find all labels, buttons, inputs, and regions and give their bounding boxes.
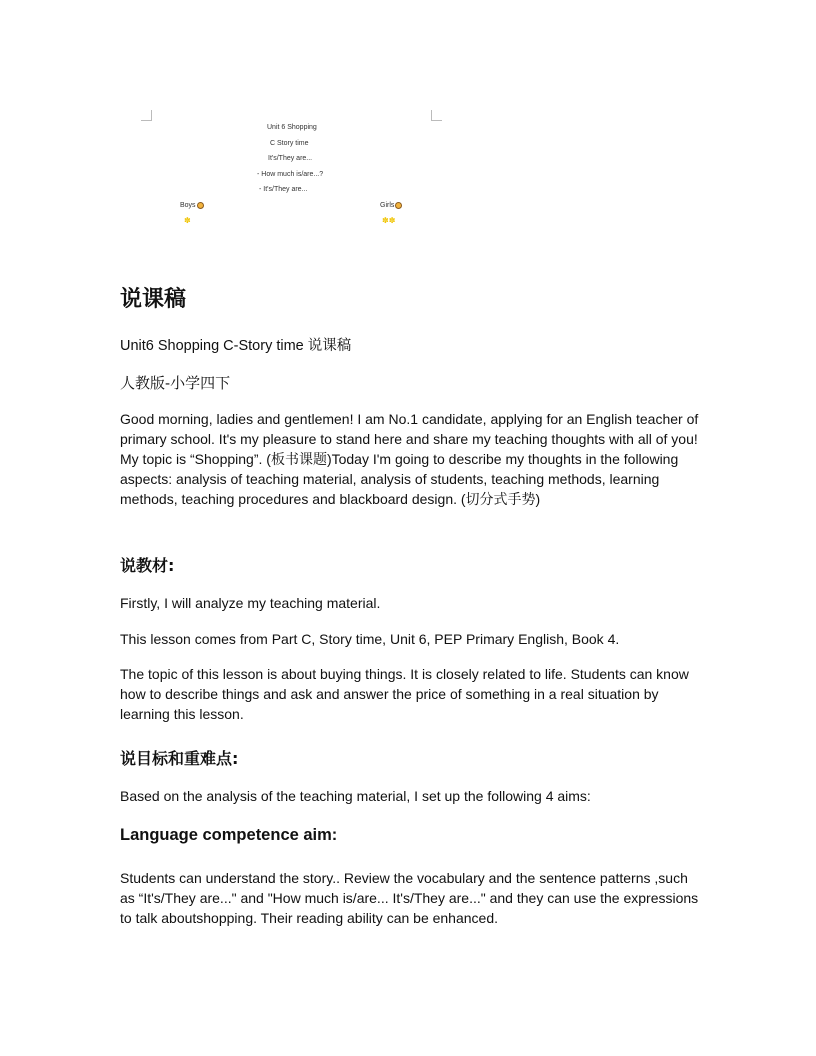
boy-face-icon — [197, 202, 204, 209]
material-heading: 说教材: — [120, 556, 175, 575]
team-girls — [380, 202, 402, 209]
aims-paragraph-1: Based on the analysis of the teaching material, I set up the following 4 aims: — [120, 788, 591, 804]
intro-paragraph: Good morning, ladies and gentlemen! I am No.1 candidate, applying for an English teacher of primary school. It's my pleasure to stand here and share my teaching thoughts with all of you! My topic is “Shopping”. (板书课题)Today I'm going to describe my thoughts in the following aspects: analysis of teaching material, analysis of students, teaching methods, learning methods, teaching procedures and blackboard design. (切分式手势) — [120, 411, 699, 507]
document-subtitle: Unit6 Shopping C-Story time 说课稿 — [120, 338, 352, 354]
blackboard-corner-right — [431, 110, 442, 121]
team-boys — [180, 202, 204, 209]
material-paragraph-3: The topic of this lesson is about buying things. It is closely related to life. Students can know how to describe things and ask and answer the price of something in a real situation by learning this lesson. — [120, 666, 689, 722]
blackboard-line: It's/They are... — [268, 155, 313, 162]
material-paragraph-1: Firstly, I will analyze my teaching material. — [120, 595, 381, 611]
blackboard-line: - How much is/are...? — [257, 171, 324, 178]
blackboard-line: C Story time — [270, 140, 309, 147]
girl-face-icon — [395, 202, 402, 209]
blackboard-line: - It's/They are... — [259, 186, 308, 193]
aims-paragraph-2: Students can understand the story.. Review the vocabulary and the sentence patterns ,such as “It's/They are..." and "How much is/are... It's/They are..." and they can use the expressions to talk aboutshopping. Their reading ability can be enhanced. — [120, 870, 699, 926]
team-girls-label: Girls — [380, 202, 395, 209]
boys-stars-icon: ✽ — [184, 216, 191, 225]
girls-stars-icon: ✽✽ — [382, 216, 396, 225]
language-aim-heading: Language competence aim: — [120, 826, 338, 844]
aims-heading: 说目标和重难点: — [120, 749, 239, 768]
edition-label: 人教版-小学四下 — [120, 374, 231, 392]
blackboard-corner-left — [141, 110, 152, 121]
document-title: 说课稿 — [120, 287, 187, 312]
material-paragraph-2: This lesson comes from Part C, Story time, Unit 6, PEP Primary English, Book 4. — [120, 631, 620, 647]
blackboard-line: Unit 6 Shopping — [267, 124, 317, 131]
team-boys-label: Boys — [180, 202, 196, 209]
